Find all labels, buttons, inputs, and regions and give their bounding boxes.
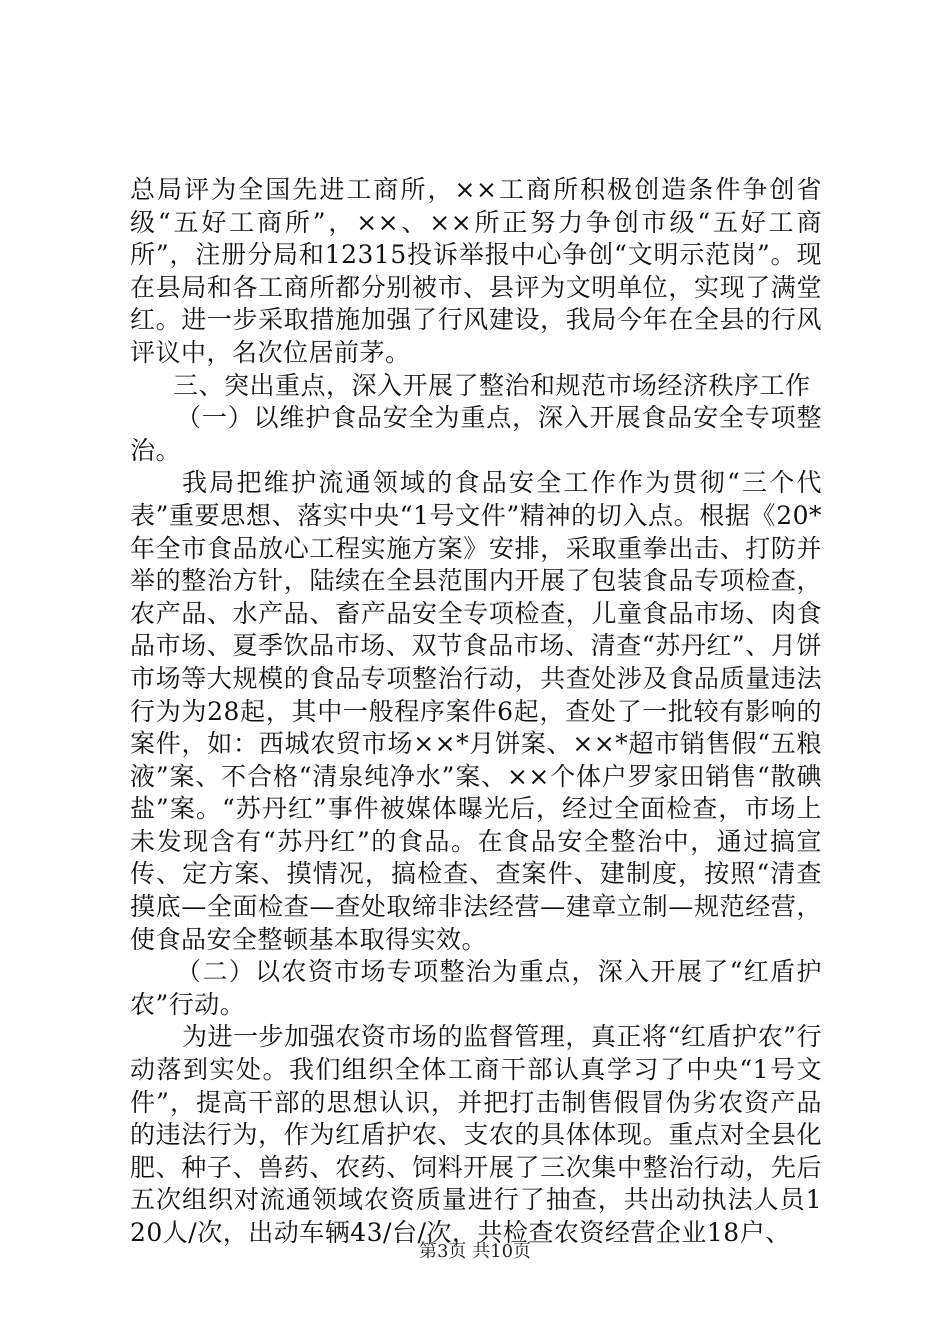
page-number-footer: 第3页 共10页 [418,1241,532,1262]
subheading-red-shield: （二）以农资市场专项整治为重点，深入开展了“红盾护农”行动。 [130,957,822,1019]
paragraph-food-safety: 我局把维护流通领域的食品安全工作作为贯彻“三个代表”重要思想、落实中央“1号文件”精神的切入点。根据《20*年全市食品放心工程实施方案》安排，采取重拳出击、打防并举的整治方针，陆续在全县范围内开展了包装食品专项检查，农产品、水产品、畜产品安全专项检查，儿童食品市场、肉食品市场、夏季饮品市场、双节食品市场、清查“苏丹红”、月饼市场等大规模的食品专项整治行动，共查处涉及食品质量违法行为为28起，其中一般程序案件6起，查处了一批较有影响的案件，如：西城农贸市场××*月饼案、××*超市销售假“五粮液”案、不合格“清泉纯净水”案、××个体户罗家田销售“散碘盐”案。“苏丹红”事件被媒体曝光后，经过全面检查，市场上未发现含有“苏丹红”的食品。在食品安全整治中，通过搞宣传、定方案、摸情况，搞检查、查案件、建制度，按照“清查摸底—全面检查—查处取缔非法经营—建章立制—规范经营，使食品安全整顿基本取得实效。 [130,468,822,954]
section-heading-three: 三、突出重点，深入开展了整治和规范市场经济秩序工作 [173,370,811,400]
document-body [130,174,822,1250]
paragraph-continuation: 总局评为全国先进工商所，××工商所积极创造条件争创省级“五好工商所”，××、××所正努力争创市级“五好工商所”，注册分局和12315投诉举报中心争创“文明示范岗”。现在县局和各工商所都分别被市、县评为文明单位，实现了满堂红。进一步采取措施加强了行风建设，我局今年在全县的行风评议中，名次位居前茅。 [130,175,822,367]
paragraph-red-shield: 为进一步加强农资市场的监督管理，真正将“红盾护农”行动落到实处。我们组织全体工商干部认真学习了中央“1号文件”，提高干部的思想认识，并把打击制售假冒伪劣农资产品的违法行为，作为红盾护农、支农的具体体现。重点对全县化肥、种子、兽药、农药、饲料开展了三次集中整治行动，先后五次组织对流通领域农资质量进行了抽查，共出动执法人员120人/次，出动车辆43/台/次，共检查农资经营企业18户、 [130,1022,822,1247]
subheading-food-safety: （一）以维护食品安全为重点，深入开展食品安全专项整治。 [130,403,822,465]
